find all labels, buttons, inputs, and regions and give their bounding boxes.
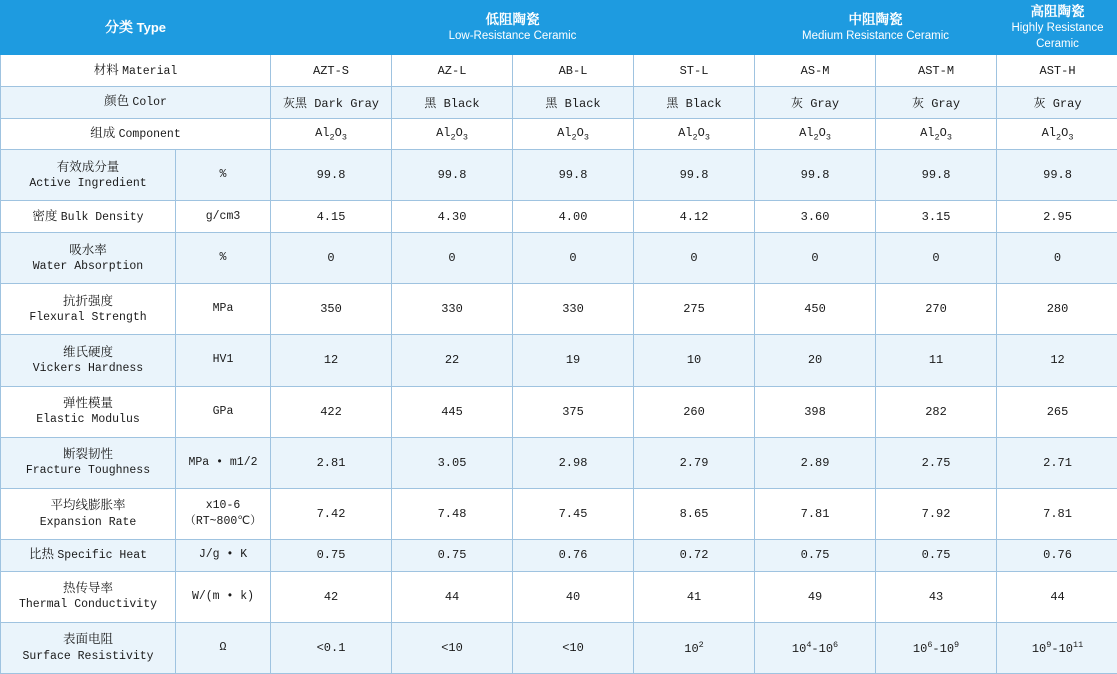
cell-thermal-conductivity-6: 44 (997, 571, 1117, 622)
row-label-water-absorption (1, 233, 176, 284)
header-type-en: Type (136, 20, 167, 36)
row-label-surface-resistivity (1, 622, 176, 673)
header-group-medium-en: Medium Resistance Ceramic (802, 29, 950, 42)
table-header-row (1, 1, 1117, 55)
table-row-flexural-strength (1, 284, 1117, 335)
table-row-component (1, 118, 1117, 150)
cell-flexural-strength-6: 280 (997, 284, 1117, 335)
header-group-medium-cn: 中阻陶瓷 (848, 11, 903, 27)
cell-fracture-toughness-5: 2.75 (876, 437, 997, 488)
cell-active-ingredient-6: 99.8 (997, 150, 1117, 201)
cell-specific-heat-1: 0.75 (392, 539, 513, 571)
row-unit-flexural-strength: MPa (176, 284, 271, 335)
cell-thermal-conductivity-5: 43 (876, 571, 997, 622)
cell-water-absorption-2: 0 (513, 233, 634, 284)
table-row-surface-resistivity (1, 622, 1117, 673)
row-unit-water-absorption: % (176, 233, 271, 284)
header-cell-type (1, 1, 271, 55)
cell-bulk-density-4: 3.60 (755, 201, 876, 233)
row-label-thermal-conductivity (1, 571, 176, 622)
row-label-expansion-rate-cn: 平均线膨胀率 (50, 498, 126, 513)
row-label-material-en: Material (122, 64, 178, 78)
row-label-component-cn: 组成 (90, 126, 116, 141)
row-label-elastic-modulus-en: Elastic Modulus (36, 413, 140, 427)
cell-elastic-modulus-2: 375 (513, 386, 634, 437)
cell-active-ingredient-5: 99.8 (876, 150, 997, 201)
row-label-active-ingredient-cn: 有效成分量 (56, 159, 120, 174)
cell-fracture-toughness-4: 2.89 (755, 437, 876, 488)
cell-specific-heat-4: 0.75 (755, 539, 876, 571)
row-label-expansion-rate-en: Expansion Rate (39, 515, 137, 529)
cell-material-2: AB-L (513, 55, 634, 87)
table-row-water-absorption (1, 233, 1117, 284)
header-type-cn: 分类 (105, 19, 133, 36)
row-label-flexural-strength-cn: 抗折强度 (62, 293, 113, 308)
table-row-specific-heat (1, 539, 1117, 571)
cell-specific-heat-5: 0.75 (876, 539, 997, 571)
cell-water-absorption-5: 0 (876, 233, 997, 284)
cell-fracture-toughness-3: 2.79 (634, 437, 755, 488)
cell-specific-heat-2: 0.76 (513, 539, 634, 571)
row-label-thermal-conductivity-cn: 热传导率 (62, 581, 113, 596)
header-group-high-resistance (997, 1, 1117, 55)
row-label-component-en: Component (118, 128, 181, 142)
header-group-low-cn: 低阻陶瓷 (485, 11, 540, 27)
row-unit-vickers-hardness: HV1 (176, 335, 271, 386)
cell-component-2: $Al_2O_3$ (513, 118, 634, 150)
row-label-fracture-toughness (1, 437, 176, 488)
cell-elastic-modulus-0: 422 (271, 386, 392, 437)
cell-material-0: AZT-S (271, 55, 392, 87)
cell-component-6: $Al_2O_3$ (997, 118, 1117, 150)
row-label-component (1, 118, 271, 150)
cell-expansion-rate-6: 7.81 (997, 488, 1117, 539)
row-unit-expansion-rate-line1: x10-6 (205, 498, 241, 512)
cell-water-absorption-1: 0 (392, 233, 513, 284)
cell-material-6: AST-H (997, 55, 1117, 87)
cell-water-absorption-3: 0 (634, 233, 755, 284)
row-label-active-ingredient-en: Active Ingredient (29, 177, 147, 191)
cell-water-absorption-0: 0 (271, 233, 392, 284)
row-label-fracture-toughness-en: Fracture Toughness (25, 464, 151, 478)
cell-elastic-modulus-5: 282 (876, 386, 997, 437)
row-label-water-absorption-cn: 吸水率 (69, 242, 107, 257)
cell-flexural-strength-5: 270 (876, 284, 997, 335)
table-row-material (1, 55, 1117, 87)
cell-vickers-hardness-3: 10 (634, 335, 755, 386)
row-label-vickers-hardness (1, 335, 176, 386)
cell-color-1: 黑 Black (392, 86, 513, 118)
cell-component-0: $Al_2O_3$ (271, 118, 392, 150)
cell-expansion-rate-4: 7.81 (755, 488, 876, 539)
cell-bulk-density-2: 4.00 (513, 201, 634, 233)
row-unit-expansion-rate-line2: （RT~800℃） (184, 514, 262, 528)
row-label-elastic-modulus (1, 386, 176, 437)
cell-thermal-conductivity-2: 40 (513, 571, 634, 622)
row-label-bulk-density-en: Bulk Density (60, 210, 144, 224)
row-label-water-absorption-en: Water Absorption (32, 259, 144, 273)
cell-component-3: $Al_2O_3$ (634, 118, 755, 150)
cell-expansion-rate-0: 7.42 (271, 488, 392, 539)
cell-elastic-modulus-1: 445 (392, 386, 513, 437)
cell-surface-resistivity-4: $10^4-10^6$ (755, 622, 876, 673)
cell-vickers-hardness-1: 22 (392, 335, 513, 386)
cell-surface-resistivity-0: <0.1 (271, 622, 392, 673)
row-label-specific-heat (1, 539, 176, 571)
row-label-elastic-modulus-cn: 弹性模量 (62, 396, 113, 411)
cell-flexural-strength-2: 330 (513, 284, 634, 335)
cell-component-5: $Al_2O_3$ (876, 118, 997, 150)
cell-bulk-density-1: 4.30 (392, 201, 513, 233)
cell-color-0: 灰黑 Dark Gray (271, 86, 392, 118)
row-label-vickers-hardness-cn: 维氏硬度 (62, 345, 113, 360)
row-label-surface-resistivity-en: Surface Resistivity (22, 649, 154, 663)
cell-fracture-toughness-0: 2.81 (271, 437, 392, 488)
cell-active-ingredient-3: 99.8 (634, 150, 755, 201)
row-label-bulk-density-cn: 密度 (32, 208, 58, 223)
cell-elastic-modulus-4: 398 (755, 386, 876, 437)
table-row-vickers-hardness (1, 335, 1117, 386)
row-label-color-cn: 颜色 (104, 94, 130, 109)
cell-specific-heat-3: 0.72 (634, 539, 755, 571)
header-group-high-cn: 高阻陶瓷 (1030, 4, 1085, 19)
row-unit-elastic-modulus: GPa (176, 386, 271, 437)
cell-bulk-density-6: 2.95 (997, 201, 1117, 233)
table-row-active-ingredient (1, 150, 1117, 201)
row-unit-thermal-conductivity: W/(m • k) (176, 571, 271, 622)
row-unit-active-ingredient: % (176, 150, 271, 201)
cell-vickers-hardness-0: 12 (271, 335, 392, 386)
table-row-thermal-conductivity (1, 571, 1117, 622)
cell-surface-resistivity-6: $10^9-10^{11}$ (997, 622, 1117, 673)
cell-color-2: 黑 Black (513, 86, 634, 118)
cell-fracture-toughness-2: 2.98 (513, 437, 634, 488)
cell-thermal-conductivity-4: 49 (755, 571, 876, 622)
row-label-expansion-rate (1, 488, 176, 539)
cell-vickers-hardness-2: 19 (513, 335, 634, 386)
cell-active-ingredient-1: 99.8 (392, 150, 513, 201)
cell-vickers-hardness-5: 11 (876, 335, 997, 386)
cell-bulk-density-3: 4.12 (634, 201, 755, 233)
cell-flexural-strength-4: 450 (755, 284, 876, 335)
cell-bulk-density-0: 4.15 (271, 201, 392, 233)
cell-color-5: 灰 Gray (876, 86, 997, 118)
cell-water-absorption-6: 0 (997, 233, 1117, 284)
cell-surface-resistivity-2: <10 (513, 622, 634, 673)
cell-active-ingredient-0: 99.8 (271, 150, 392, 201)
row-label-bulk-density (1, 201, 176, 233)
cell-vickers-hardness-6: 12 (997, 335, 1117, 386)
cell-expansion-rate-2: 7.45 (513, 488, 634, 539)
row-unit-expansion-rate (176, 488, 271, 539)
row-label-fracture-toughness-cn: 断裂韧性 (62, 447, 113, 462)
cell-component-4: $Al_2O_3$ (755, 118, 876, 150)
cell-water-absorption-4: 0 (755, 233, 876, 284)
cell-expansion-rate-3: 8.65 (634, 488, 755, 539)
cell-specific-heat-0: 0.75 (271, 539, 392, 571)
row-label-surface-resistivity-cn: 表面电阻 (62, 632, 113, 647)
cell-surface-resistivity-5: $10^6-10^9$ (876, 622, 997, 673)
row-label-color (1, 86, 271, 118)
table-row-elastic-modulus (1, 386, 1117, 437)
table-row-color (1, 86, 1117, 118)
header-group-medium-resistance (755, 1, 997, 55)
cell-component-1: $Al_2O_3$ (392, 118, 513, 150)
cell-fracture-toughness-6: 2.71 (997, 437, 1117, 488)
cell-active-ingredient-4: 99.8 (755, 150, 876, 201)
cell-flexural-strength-3: 275 (634, 284, 755, 335)
header-group-high-en: Highly Resistance Ceramic (1011, 22, 1104, 50)
row-label-active-ingredient (1, 150, 176, 201)
cell-active-ingredient-2: 99.8 (513, 150, 634, 201)
cell-material-5: AST-M (876, 55, 997, 87)
cell-bulk-density-5: 3.15 (876, 201, 997, 233)
cell-material-1: AZ-L (392, 55, 513, 87)
cell-flexural-strength-0: 350 (271, 284, 392, 335)
row-unit-surface-resistivity: Ω (176, 622, 271, 673)
cell-thermal-conductivity-1: 44 (392, 571, 513, 622)
row-label-color-en: Color (132, 96, 167, 110)
row-label-material (1, 55, 271, 87)
cell-surface-resistivity-3: $10^2$ (634, 622, 755, 673)
cell-flexural-strength-1: 330 (392, 284, 513, 335)
cell-surface-resistivity-1: <10 (392, 622, 513, 673)
cell-material-3: ST-L (634, 55, 755, 87)
cell-expansion-rate-1: 7.48 (392, 488, 513, 539)
row-label-specific-heat-cn: 比热 (28, 547, 54, 562)
table-row-bulk-density (1, 201, 1117, 233)
cell-elastic-modulus-3: 260 (634, 386, 755, 437)
row-label-specific-heat-en: Specific Heat (57, 549, 148, 563)
header-group-low-en: Low-Resistance Ceramic (448, 29, 577, 42)
cell-elastic-modulus-6: 265 (997, 386, 1117, 437)
cell-thermal-conductivity-3: 41 (634, 571, 755, 622)
cell-color-3: 黑 Black (634, 86, 755, 118)
table-row-expansion-rate (1, 488, 1117, 539)
row-unit-specific-heat: J/g • K (176, 539, 271, 571)
row-label-flexural-strength-en: Flexural Strength (29, 311, 147, 325)
row-unit-fracture-toughness: MPa • m1/2 (176, 437, 271, 488)
row-label-flexural-strength (1, 284, 176, 335)
table-row-fracture-toughness (1, 437, 1117, 488)
row-label-vickers-hardness-en: Vickers Hardness (32, 362, 144, 376)
row-label-thermal-conductivity-en: Thermal Conductivity (18, 598, 158, 612)
row-unit-bulk-density: g/cm3 (176, 201, 271, 233)
header-group-low-resistance (271, 1, 755, 55)
cell-color-6: 灰 Gray (997, 86, 1117, 118)
cell-fracture-toughness-1: 3.05 (392, 437, 513, 488)
cell-specific-heat-6: 0.76 (997, 539, 1117, 571)
cell-vickers-hardness-4: 20 (755, 335, 876, 386)
row-label-material-cn: 材料 (93, 62, 119, 77)
cell-expansion-rate-5: 7.92 (876, 488, 997, 539)
cell-color-4: 灰 Gray (755, 86, 876, 118)
cell-material-4: AS-M (755, 55, 876, 87)
cell-thermal-conductivity-0: 42 (271, 571, 392, 622)
